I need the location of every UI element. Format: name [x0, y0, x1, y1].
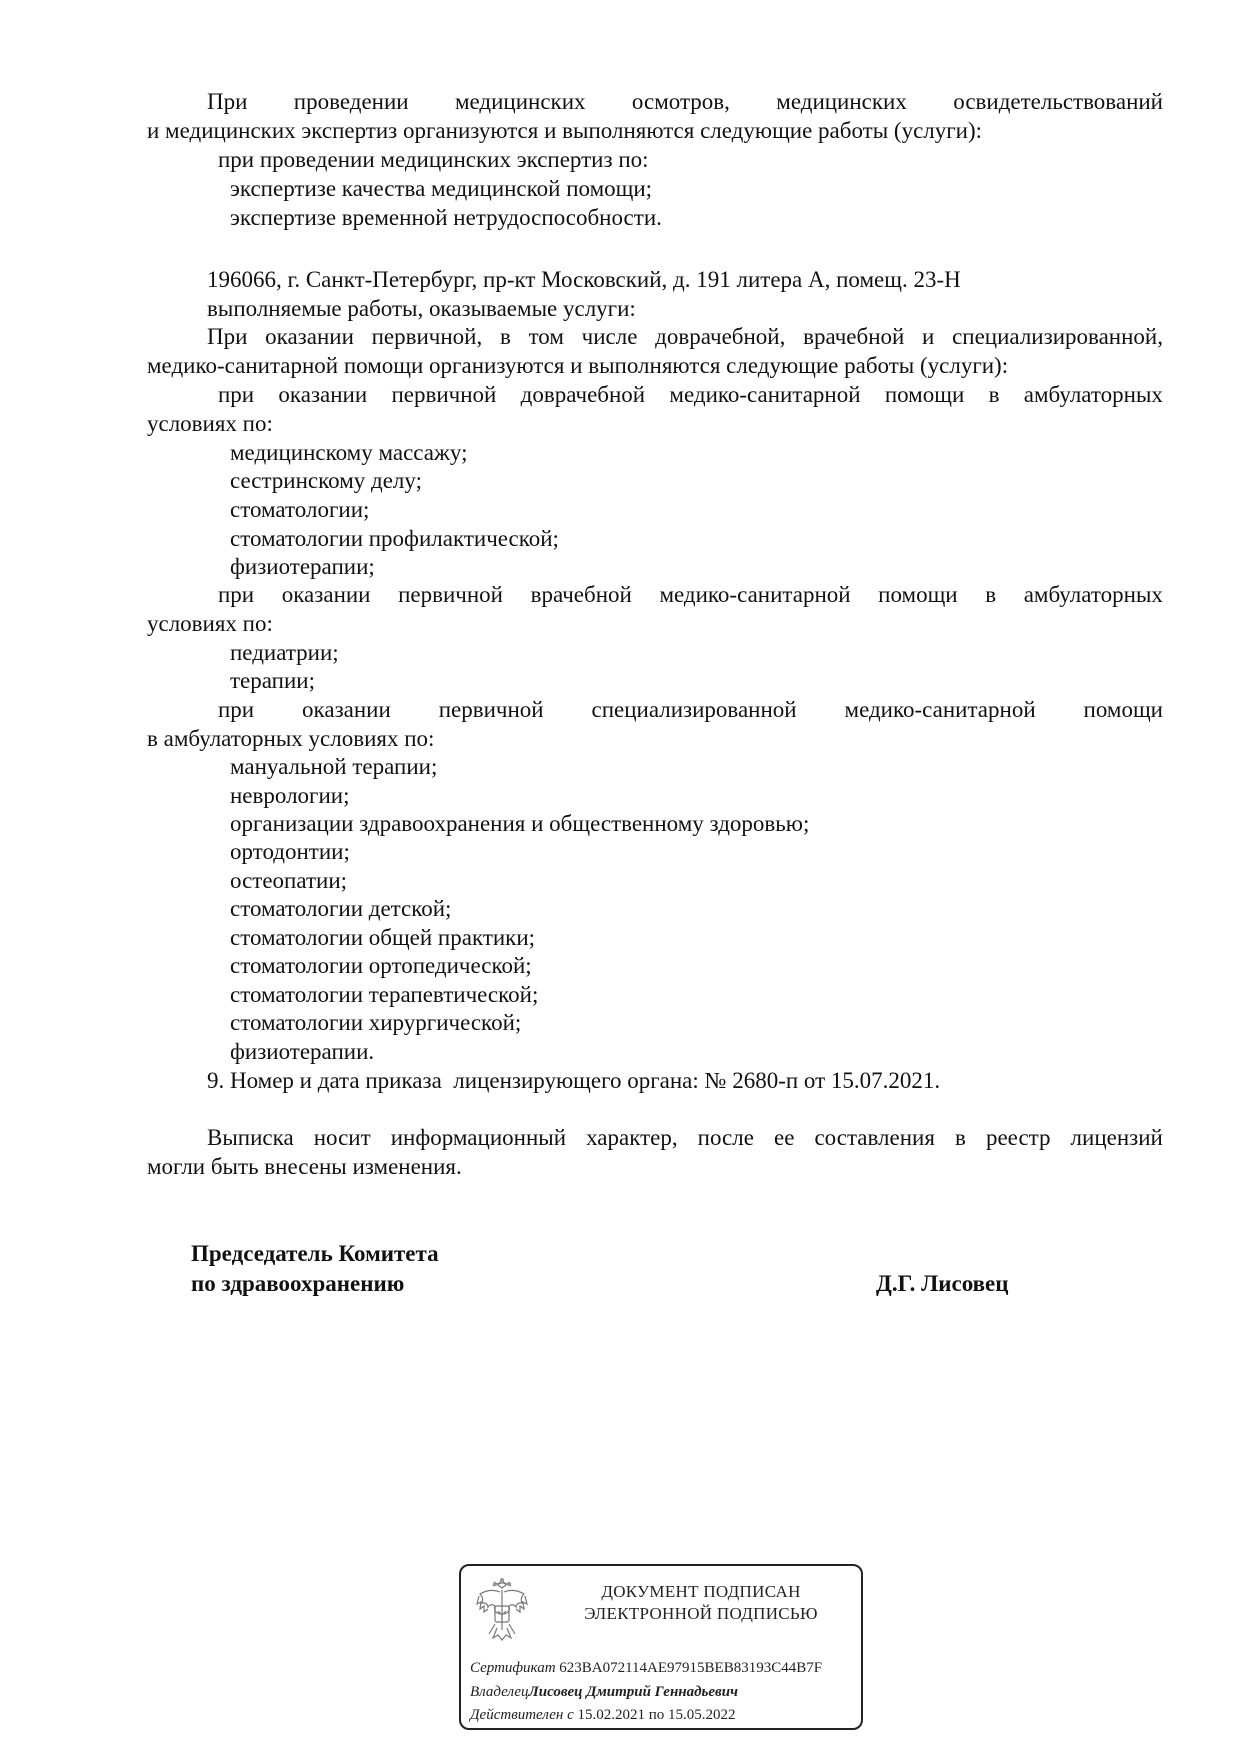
word: после [697, 1125, 754, 1150]
sec3-item: неврологии; [230, 783, 350, 808]
stamp-owner-row [470, 1684, 738, 1701]
word: при [218, 382, 255, 407]
word: оказании [281, 582, 371, 607]
word: первичной [398, 582, 503, 607]
sec3-item: организации здравоохранения и общественному здоровью; [230, 811, 810, 836]
word: доврачебной, [655, 324, 786, 349]
word: При [207, 324, 248, 349]
sec3-item: стоматологии общей практики; [230, 925, 536, 950]
word: врачебной [803, 324, 905, 349]
word: первичной, [371, 324, 483, 349]
p1-item: экспертизе временной нетрудоспособности. [230, 205, 662, 230]
sec3-item: мануальной терапии; [230, 754, 438, 779]
p1-item: экспертизе качества медицинской помощи; [230, 176, 653, 201]
sec1-line2: условиях по: [147, 411, 273, 436]
word: при [218, 582, 255, 607]
address-line: 196066, г. Санкт-Петербург, пр-кт Московский, д. 191 литера А, помещ. 23-Н [207, 267, 961, 292]
note-line1 [207, 1124, 1163, 1152]
word: помощи [878, 582, 958, 607]
valid-to: 15.05.2022 [668, 1707, 736, 1723]
word: том [528, 324, 564, 349]
signer-position-line1: Председатель Комитета [191, 1241, 439, 1266]
sec1-line1 [218, 381, 1163, 409]
word: освидетельствований [953, 89, 1163, 114]
word: медико-санитарной [669, 382, 861, 407]
sec2-line1 [218, 581, 1163, 609]
word: проведении [293, 89, 409, 114]
word: доврачебной [520, 382, 646, 407]
certificate-label: Сертификат [470, 1660, 556, 1676]
valid-label: Действителен с [470, 1707, 574, 1723]
sec1-item: физиотерапии; [230, 554, 375, 579]
sec3-line2: в амбулаторных условиях по: [147, 726, 435, 751]
word: информационный [390, 1125, 567, 1150]
sec3-item: остеопатии; [230, 868, 348, 893]
sec3-item: физиотерапии. [230, 1039, 375, 1064]
sec3-item: ортодонтии; [230, 839, 350, 864]
word: в [955, 1125, 966, 1150]
word: врачебной [530, 582, 632, 607]
sec3-item: стоматологии терапевтической; [230, 982, 539, 1007]
owner-value: Лисовец Дмитрий Геннадьевич [528, 1684, 738, 1700]
e-signature-stamp [459, 1564, 863, 1730]
stamp-title-line1: ДОКУМЕНТ ПОДПИСАН [601, 1582, 801, 1601]
valid-from: 15.02.2021 [577, 1707, 645, 1723]
sec1-item: сестринскому делу; [230, 468, 422, 493]
stamp-certificate-row [470, 1660, 822, 1677]
word: оказании [278, 382, 368, 407]
word: первичной [391, 382, 497, 407]
word: в [985, 582, 997, 607]
word: осмотров, [631, 89, 730, 114]
works-heading: выполняемые работы, оказываемые услуги: [207, 296, 636, 321]
word: носит [313, 1125, 371, 1150]
word: ее [773, 1125, 795, 1150]
signer-name: Д.Г. Лисовец [876, 1271, 1009, 1296]
word: амбулаторных [1023, 582, 1163, 607]
p1-line1 [207, 88, 1163, 116]
sec1-item: стоматологии профилактической; [230, 526, 559, 551]
sec2-line2: условиях по: [147, 611, 273, 636]
stamp-title-line2: ЭЛЕКТРОННОЙ ПОДПИСЬЮ [584, 1604, 818, 1623]
word: при [218, 697, 255, 722]
russia-coat-of-arms-icon [473, 1576, 531, 1642]
p2-line1 [207, 323, 1163, 351]
word: помощи [884, 382, 965, 407]
sec3-item: стоматологии хирургической; [230, 1010, 522, 1035]
word: медико-санитарной [844, 697, 1036, 722]
word: составления [814, 1125, 935, 1150]
order-line: 9. Номер и дата приказа лицензирующего органа: № 2680-п от 15.07.2021. [207, 1068, 941, 1093]
word: специализированной [591, 697, 797, 722]
word: Выписка [207, 1125, 294, 1150]
p2-line2: медико-санитарной помощи организуются и выполняются следующие работы (услуги): [147, 353, 1009, 378]
word: При [207, 89, 248, 114]
word: лицензий [1070, 1125, 1163, 1150]
word: характер, [586, 1125, 678, 1150]
word: реестр [985, 1125, 1051, 1150]
word: и [922, 324, 935, 349]
word: помощи [1083, 697, 1163, 722]
word: медико-санитарной [659, 582, 851, 607]
note-line2: могли быть внесены изменения. [147, 1154, 462, 1179]
word: медицинских [776, 89, 907, 114]
word: амбулаторных [1023, 382, 1163, 407]
sec3-item: стоматологии детской; [230, 896, 452, 921]
word: оказании [265, 324, 354, 349]
certificate-value: 623BA072114AE97915BEB83193C44B7F [559, 1660, 823, 1676]
word: числе [581, 324, 638, 349]
word: специализированной, [952, 324, 1163, 349]
sec1-item: медицинскому массажу; [230, 440, 468, 465]
word: медицинских [454, 89, 586, 114]
owner-label: Владелец [470, 1684, 529, 1700]
sec2-item: терапии; [230, 668, 315, 693]
sec3-line1 [218, 696, 1163, 724]
word: в [988, 382, 1000, 407]
sec1-item: стоматологии; [230, 497, 370, 522]
sec3-item: стоматологии ортопедической; [230, 953, 532, 978]
word: в [499, 324, 511, 349]
sec2-item: педиатрии; [230, 640, 339, 665]
p1-line2: и медицинских экспертиз организуются и выполняются следующие работы (услуги): [147, 118, 983, 143]
word: первичной [438, 697, 544, 722]
word: оказании [302, 697, 391, 722]
signer-position-line2: по здравоохранению [191, 1271, 405, 1296]
valid-to-label: по [648, 1707, 665, 1723]
stamp-validity-row [470, 1707, 736, 1724]
p1-sub: при проведении медицинских экспертиз по: [218, 147, 649, 172]
